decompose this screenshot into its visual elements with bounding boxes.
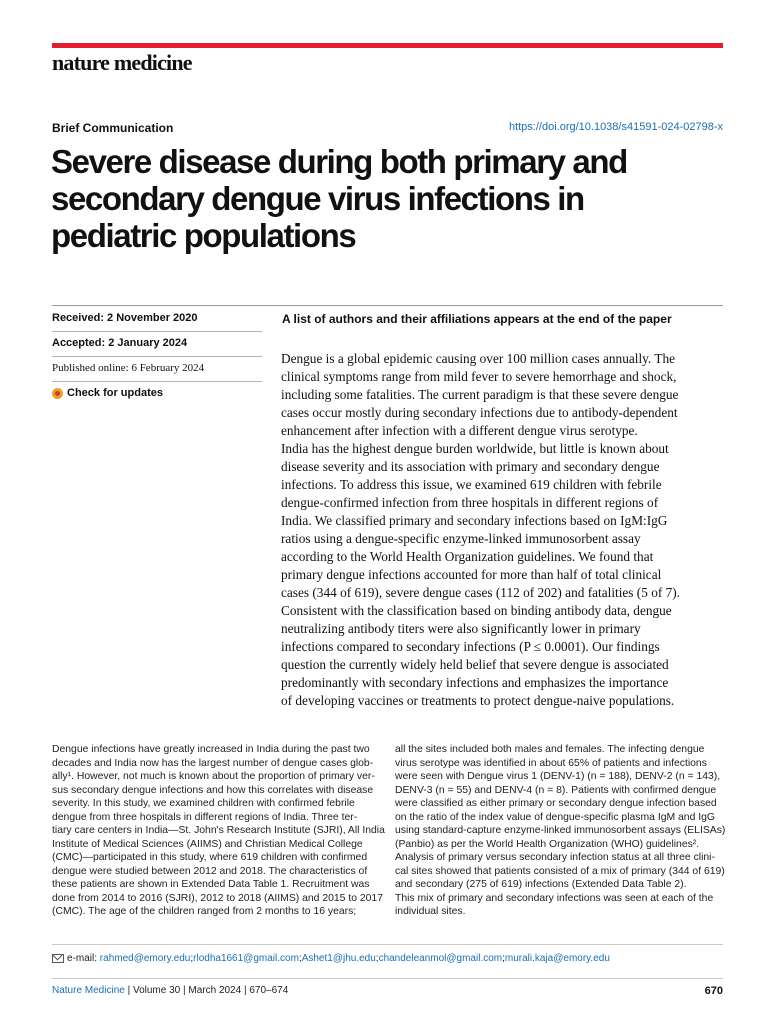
email-link[interactable]: Ashet1@jhu.edu xyxy=(301,953,376,964)
email-separator: ; xyxy=(502,953,505,964)
article-title xyxy=(51,143,731,254)
published-date: Published online: 6 February 2024 xyxy=(52,362,205,374)
body-line: were classified as either primary or secondary dengue infection based xyxy=(395,798,717,809)
received-date: Received: 2 November 2020 xyxy=(52,312,198,324)
authors-note: A list of authors and their affiliations appears at the end of the paper xyxy=(282,312,672,326)
footer-citation xyxy=(52,985,288,996)
check-for-updates-label: Check for updates xyxy=(67,387,163,399)
abstract-line: predominantly with secondary infections and emphasizes the importance xyxy=(281,675,669,690)
body-line: cal sites showed that patients consisted of a mix of primary (344 of 619) xyxy=(395,865,725,877)
body-line: these patients are shown in Extended Data Table 1. Recruitment was xyxy=(52,879,370,890)
email-link[interactable]: chandeleanmol@gmail.com xyxy=(378,953,503,964)
body-line: dengue from three hospitals in different regions of India. Three ter- xyxy=(52,811,358,823)
body-line: virus serotype was identified in about 65% of patients and infections xyxy=(395,757,707,769)
abstract-line: including some fatalities. The current paradigm is that these severe dengue xyxy=(281,387,679,402)
header-divider xyxy=(52,305,723,306)
abstract-line: primary dengue infections accounted for more than half of total clinical xyxy=(281,567,662,582)
abstract-line: Consistent with the classification based on binding antibody data, dengue xyxy=(281,603,672,618)
abstract-line: clinical symptoms range from mild fever to severe hemorrhage and shock, xyxy=(281,369,677,384)
email-link[interactable]: rlodha1661@gmail.com xyxy=(193,953,299,964)
accepted-date: Accepted: 2 January 2024 xyxy=(52,337,188,349)
email-link[interactable]: murali.kaja@emory.edu xyxy=(504,953,610,964)
body-line: and secondary (275 of 619) infections (Extended Data Table 2). xyxy=(395,879,687,890)
body-line: DENV-3 (n = 55) and DENV-4 (n = 8). Patients with confirmed dengue xyxy=(395,784,717,796)
abstract-line: cases occur mostly during secondary infections due to antibody-dependent xyxy=(281,405,678,420)
body-line: Analysis of primary versus secondary infection status at all three clini- xyxy=(395,852,715,863)
abstract-line: question the currently widely held belief that severe dengue is associated xyxy=(281,657,669,672)
email-separator: ; xyxy=(298,953,302,964)
footnote-divider xyxy=(52,944,723,945)
body-column-right xyxy=(395,743,735,919)
abstract-line: disease severity and its association with primary and secondary dengue xyxy=(281,459,660,474)
footer-journal-link[interactable]: Nature Medicine xyxy=(52,985,125,996)
meta-divider xyxy=(52,381,262,382)
brand-bar xyxy=(52,43,723,48)
body-line: (CMC). The age of the children ranged from 2 months to 16 years; xyxy=(52,906,357,917)
abstract-line: infections compared to secondary infections (P ≤ 0.0001). Our findings xyxy=(281,639,660,654)
abstract-line: according to the World Health Organization guidelines. We found that xyxy=(281,549,654,564)
body-line: This mix of primary and secondary infections was seen at each of the xyxy=(395,892,714,904)
body-line: Dengue infections have greatly increased in India during the past two xyxy=(52,744,370,755)
correspondence-emails xyxy=(52,953,610,964)
body-line: severity. In this study, we examined children with confirmed febrile xyxy=(52,798,355,809)
email-separator: ; xyxy=(190,953,194,964)
abstract-line: India. We classified primary and secondary infections based on IgM:IgG xyxy=(281,513,668,528)
meta-divider xyxy=(52,356,262,357)
footer-details: | Volume 30 | March 2024 | 670–674 xyxy=(124,985,289,996)
body-line: sus secondary dengue infections and how this correlates with disease xyxy=(52,784,374,796)
body-line: Institute of Medical Sciences (AIIMS) and Christian Medical College xyxy=(52,838,363,850)
body-line: dengue were studied between 2012 and 2018. The characteristics of xyxy=(52,865,368,877)
abstract xyxy=(281,350,731,710)
page-number: 670 xyxy=(704,985,723,997)
body-line: done from 2014 to 2016 (SJRI), 2012 to 2018 (AIIMS) and 2015 to 2017 xyxy=(52,892,383,904)
email-label: e-mail: xyxy=(67,953,98,964)
body-line: (Panbio) as per the World Health Organization (WHO) guidelines². xyxy=(395,838,700,850)
body-line: all the sites included both males and females. The infecting dengue xyxy=(395,744,705,755)
abstract-line: cases (344 of 619), severe dengue cases (112 of 202) and fatalities (5 of 7). xyxy=(281,585,681,600)
title-line: pediatric populations xyxy=(51,217,356,254)
abstract-line: of developing vaccines or treatments to protect dengue-naive populations. xyxy=(281,693,675,708)
body-line: decades and India now has the largest number of dengue cases glob- xyxy=(52,757,374,769)
doi-link[interactable]: https://doi.org/10.1038/s41591-024-02798-x xyxy=(508,121,723,133)
abstract-line: ratios using a dengue-specific enzyme-linked immunosorbent assay xyxy=(281,531,641,546)
body-line: (CMC)—participated in this study, where 619 children with confirmed xyxy=(52,852,368,863)
abstract-line: enhancement after infection with a different dengue virus serotype. xyxy=(281,423,638,438)
article-type: Brief Communication xyxy=(52,121,174,135)
envelope-icon xyxy=(52,954,64,963)
footer-divider xyxy=(52,978,723,979)
email-separator: ; xyxy=(375,953,379,964)
email-link[interactable]: rahmed@emory.edu xyxy=(99,953,191,964)
body-line: individual sites. xyxy=(395,906,466,917)
body-line: were seen with Dengue virus 1 (DENV-1) (n = 188), DENV-2 (n = 143), xyxy=(395,771,721,782)
abstract-line: dengue-confirmed infection from three hospitals in different regions of xyxy=(281,495,659,510)
journal-logo: nature medicine xyxy=(52,50,192,75)
meta-divider xyxy=(52,331,262,332)
crossmark-icon xyxy=(52,388,63,399)
title-line: secondary dengue virus infections in xyxy=(51,180,584,217)
abstract-line: neutralizing antibody titers were also significantly lower in primary xyxy=(281,621,641,636)
abstract-line: Dengue is a global epidemic causing over 100 million cases annually. The xyxy=(281,351,675,366)
body-line: using standard-capture enzyme-linked immunosorbent assays (ELISAs) xyxy=(395,825,726,836)
check-for-updates-button[interactable] xyxy=(52,387,163,399)
title-line: Severe disease during both primary and xyxy=(51,143,627,180)
abstract-line: India has the highest dengue burden worldwide, but little is known about xyxy=(281,441,669,456)
body-line: tiary care centers in India—St. John's Research Institute (SJRI), All India xyxy=(52,825,385,836)
body-column-left xyxy=(52,743,392,919)
body-line: ally¹. However, not much is known about the proportion of primary ver- xyxy=(52,771,375,782)
body-line: on the ratio of the index value of dengue-specific plasma IgM and IgG xyxy=(395,811,715,823)
abstract-line: infections. To address this issue, we examined 619 children with febrile xyxy=(281,477,662,492)
